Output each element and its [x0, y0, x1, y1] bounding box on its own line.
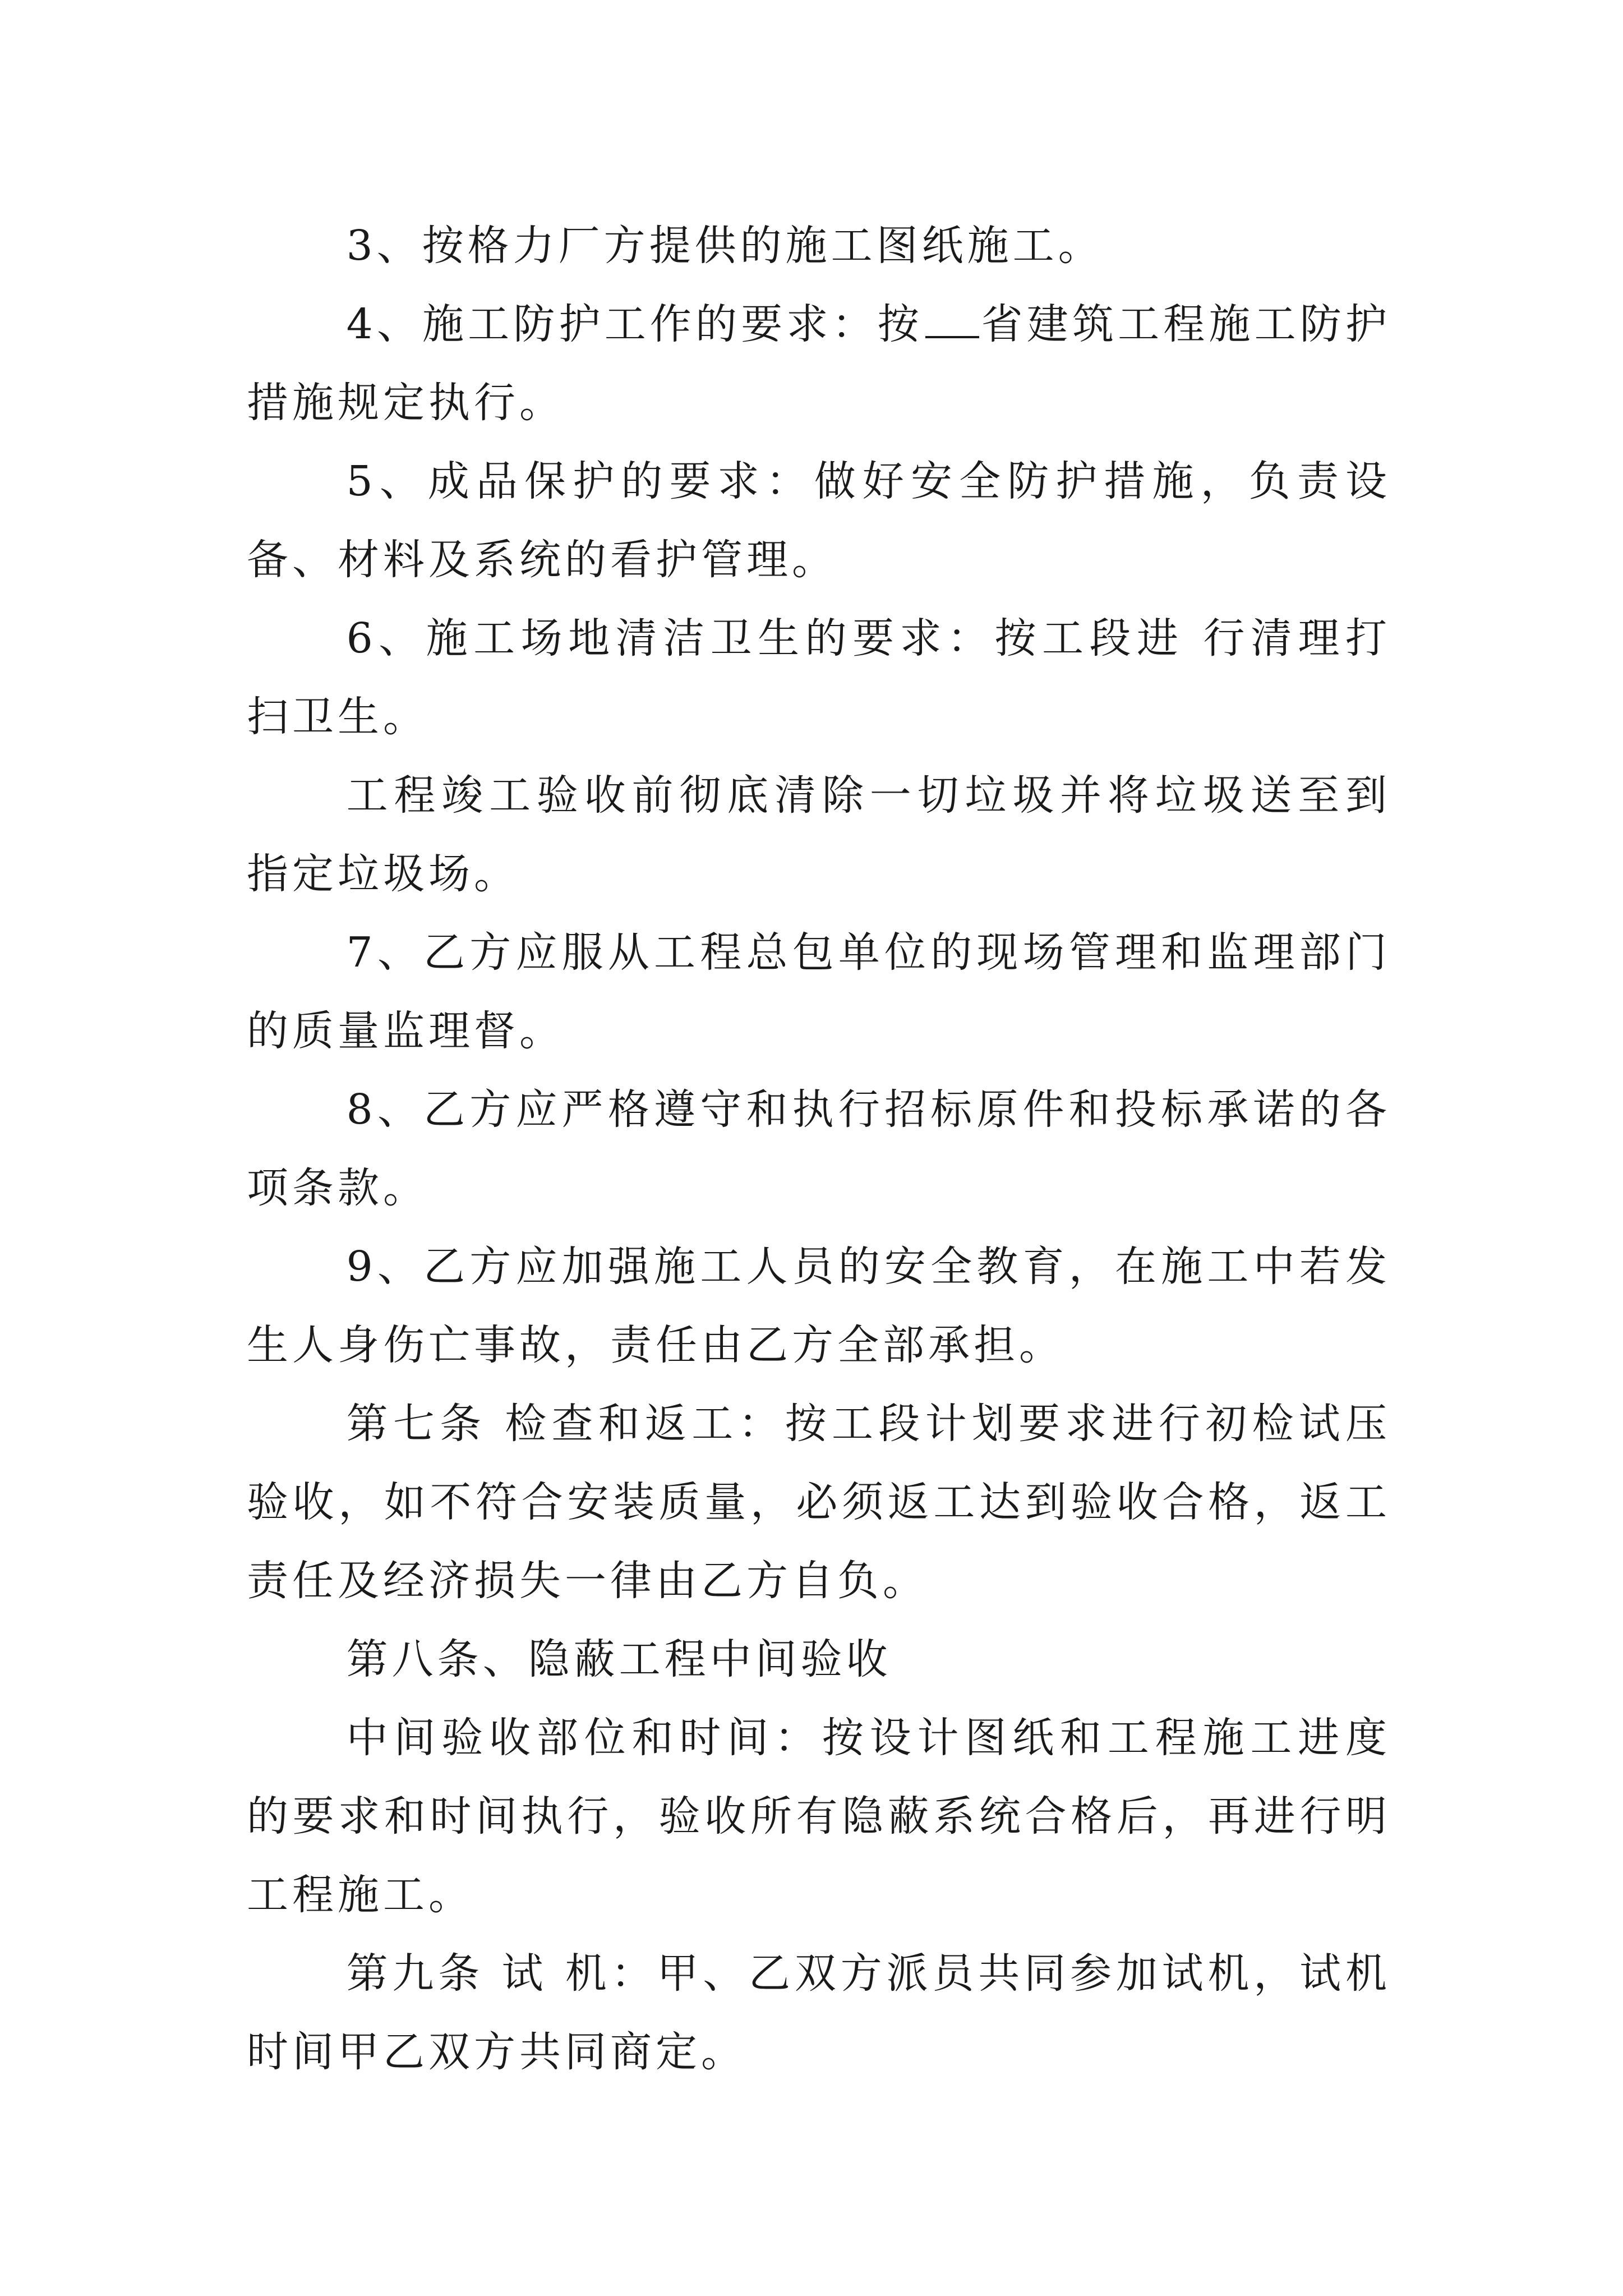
article-7: 第七条 检查和返工：按工段计划要求进行初检试压验收，如不符合安装质量，必须返工达到验收合格，返工责任及经济损失一律由乙方自负。	[247, 1400, 1391, 1605]
paragraph-item-6-cleanup: 工程竣工验收前彻底清除一切垃圾并将垃圾送至到指定垃圾场。	[247, 771, 1391, 898]
paragraph-item-9: 9、乙方应加强施工人员的安全教育，在施工中若发生人身伤亡事故，责任由乙方全部承担。	[247, 1243, 1391, 1369]
article-8-heading: 第八条、隐蔽工程中间验收	[346, 1635, 892, 1683]
paragraph-item-4-part-1: 4、施工防护工作的要求：按	[346, 300, 923, 348]
paragraph-item-5: 5、成品保护的要求：做好安全防护措施，负责设备、材料及系统的看护管理。	[247, 457, 1391, 584]
paragraph-item-4	[247, 285, 1391, 442]
paragraph-item-3: 3、按格力厂方提供的施工图纸施工。	[346, 222, 1104, 270]
fill-in-blank	[925, 311, 979, 338]
paragraph-item-6: 6、施工场地清洁卫生的要求：按工段进 行清理打扫卫生。	[247, 614, 1391, 741]
document-page	[247, 206, 1391, 2091]
article-9: 第九条 试 机：甲、乙双方派员共同参加试机，试机时间甲乙双方共同商定。	[247, 1949, 1391, 2076]
article-8-body: 中间验收部位和时间：按设计图纸和工程施工进度的要求和时间执行，验收所有隐蔽系统合格后，再进行明工程施工。	[247, 1714, 1391, 1919]
paragraph-item-4-part-2: 省建筑工程施工防护措施规定执行。	[247, 300, 1391, 427]
paragraph-item-8: 8、乙方应严格遵守和执行招标原件和投标承诺的各项条款。	[247, 1085, 1391, 1212]
paragraph-item-7: 7、乙方应服从工程总包单位的现场管理和监理部门的质量监理督。	[247, 928, 1391, 1055]
